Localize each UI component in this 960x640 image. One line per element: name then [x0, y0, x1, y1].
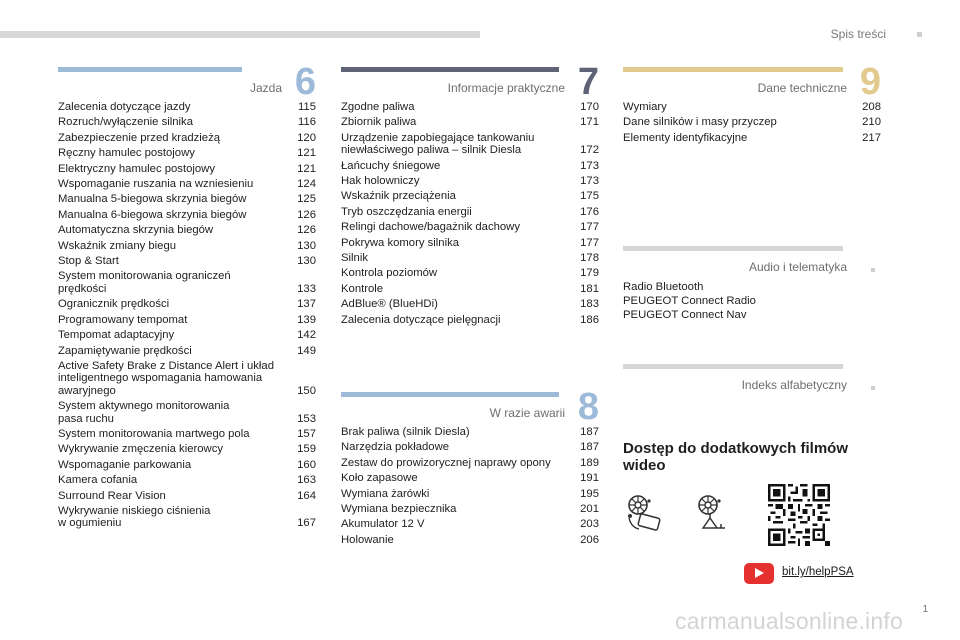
- toc-entry[interactable]: [341, 190, 599, 202]
- toc-entry-title: System aktywnego monitorowania pasa ruchu: [58, 400, 230, 425]
- toc-entry[interactable]: [58, 116, 316, 128]
- toc-entry-page: 195: [580, 487, 599, 500]
- toc-entry-title: Zgodne paliwa: [341, 101, 415, 113]
- toc-entry-title: Wskaźnik zmiany biegu: [58, 239, 177, 252]
- toc-list: [58, 101, 316, 530]
- help-link[interactable]: bit.ly/helpPSA: [782, 566, 854, 578]
- toc-entry[interactable]: [58, 428, 316, 440]
- toc-entry-title: Silnik: [341, 252, 368, 265]
- videos-title: Dostęp do dodatkowych filmów wideo: [623, 440, 849, 474]
- toc-entry-page: 163: [297, 474, 316, 487]
- toc-entry[interactable]: [341, 252, 599, 264]
- section-w-razie-awarii: [341, 386, 599, 549]
- toc-entry[interactable]: [58, 459, 316, 471]
- section-jazda: [58, 61, 316, 533]
- toc-entry[interactable]: [58, 101, 316, 113]
- toc-entry-title: Wymiana żarówki: [341, 487, 430, 500]
- toc-entry-page: 126: [297, 224, 316, 237]
- toc-entry-page: 126: [297, 208, 316, 221]
- toc-entry-title: Wskaźnik przeciążenia: [341, 190, 456, 203]
- toc-entry-title: Wymiana bezpiecznika: [341, 503, 457, 516]
- toc-entry-page: 173: [580, 175, 599, 188]
- section-header: [341, 386, 599, 428]
- toc-entry[interactable]: [341, 206, 599, 218]
- section-color-bar: [341, 392, 559, 397]
- section-number: 6: [294, 61, 316, 103]
- toc-entry[interactable]: [58, 209, 316, 221]
- section-number: 7: [577, 61, 599, 103]
- toc-entry[interactable]: [341, 441, 599, 453]
- toc-entry-title: Tryb oszczędzania energii: [341, 205, 472, 218]
- toc-entry-page: 130: [297, 239, 316, 252]
- toc-entry-title: Rozruch/wyłączenie silnika: [58, 116, 193, 129]
- toc-entry-title: Ogranicznik prędkości: [58, 298, 170, 311]
- toc-entry[interactable]: [58, 224, 316, 236]
- toc-entry-page: 177: [580, 236, 599, 249]
- toc-entry-title: Automatyczna skrzynia biegów: [58, 224, 214, 237]
- toc-entry-page: 137: [297, 298, 316, 311]
- toc-entry[interactable]: [58, 163, 316, 175]
- toc-entry-title: Surround Rear Vision: [58, 489, 166, 502]
- toc-entry-page: 181: [580, 282, 599, 295]
- section-header: [623, 61, 881, 103]
- toc-entry[interactable]: [341, 534, 599, 546]
- toc-entry-page: 133: [297, 282, 316, 295]
- toc-entry[interactable]: [623, 101, 881, 113]
- section-color-bar: [341, 67, 559, 72]
- section-marker: [871, 268, 875, 272]
- section-color-bar: [623, 364, 843, 369]
- toc-entry-page: 210: [862, 116, 881, 129]
- toc-entry-title: Zbiornik paliwa: [341, 116, 417, 129]
- toc-entry-page: 160: [297, 458, 316, 471]
- toc-entry-title: System monitorowania ograniczeń prędkości: [58, 270, 231, 295]
- toc-entry[interactable]: [341, 267, 599, 279]
- toc-entry-page: 186: [580, 313, 599, 326]
- toc-entry[interactable]: [58, 132, 316, 144]
- toc-entry[interactable]: [623, 132, 881, 144]
- toc-entry-page: 120: [297, 131, 316, 144]
- section-title: Audio i telematyka: [748, 260, 847, 274]
- toc-entry[interactable]: [341, 175, 599, 187]
- toc-entry[interactable]: [341, 116, 599, 128]
- toc-entry[interactable]: [58, 270, 316, 295]
- page-number: 1: [922, 604, 928, 615]
- toc-entry[interactable]: [58, 474, 316, 486]
- toc-entry-page: 116: [297, 116, 316, 129]
- toc-entry-page: 178: [580, 252, 599, 265]
- toc-entry-title: Narzędzia pokładowe: [341, 441, 450, 454]
- toc-entry-page: 173: [580, 159, 599, 172]
- toc-entry-page: 217: [862, 131, 881, 144]
- section-title: Indeks alfabetyczny: [741, 378, 847, 392]
- qr-code-icon[interactable]: [768, 484, 830, 546]
- toc-entry-title: Holowanie: [341, 533, 394, 546]
- toc-entry-page: 172: [580, 144, 599, 157]
- toc-entry[interactable]: [58, 147, 316, 159]
- toc-entry[interactable]: [623, 116, 881, 128]
- toc-entry-page: 179: [580, 267, 599, 280]
- toc-entry-title: Zapamiętywanie prędkości: [58, 344, 192, 357]
- list-item[interactable]: PEUGEOT Connect Radio: [623, 295, 756, 307]
- wheel-jack-icon[interactable]: [695, 494, 733, 534]
- toc-entry[interactable]: [58, 193, 316, 205]
- toc-entry-title: Urządzenie zapobiegające tankowaniu niewłaściwego paliwa – silnik Diesla: [341, 131, 535, 157]
- section-audio-telematyka: [623, 246, 881, 322]
- toc-entry-title: Manualna 5-biegowa skrzynia biegów: [58, 193, 247, 206]
- toc-entry-title: Zalecenia dotyczące jazdy: [58, 101, 191, 113]
- toc-entry-title: Kamera cofania: [58, 474, 138, 487]
- toc-entry-page: 164: [297, 489, 316, 502]
- audio-list: [623, 280, 881, 322]
- toc-entry[interactable]: [341, 101, 599, 113]
- toc-entry-title: Wykrywanie zmęczenia kierowcy: [58, 443, 224, 456]
- toc-entry-title: Wspomaganie parkowania: [58, 458, 192, 471]
- section-color-bar: [623, 246, 843, 251]
- toc-entry-title: Hak holowniczy: [341, 175, 420, 188]
- toc-entry-page: 153: [297, 412, 316, 425]
- youtube-icon[interactable]: [744, 563, 774, 584]
- toc-entry[interactable]: [58, 360, 316, 397]
- toc-list: [623, 101, 881, 144]
- toc-entry[interactable]: [341, 132, 599, 157]
- toc-entry-title: Wykrywanie niskiego ciśnienia w ogumieniu: [58, 504, 211, 530]
- toc-entry-page: 159: [297, 443, 316, 456]
- section-dane-techniczne: [623, 61, 881, 147]
- toc-entry-page: 191: [580, 472, 599, 485]
- section-color-bar: [58, 67, 242, 72]
- toc-entry-page: 139: [297, 313, 316, 326]
- section-header: [623, 364, 881, 398]
- toc-entry[interactable]: [58, 255, 316, 267]
- header-marker: [917, 32, 922, 37]
- toc-entry-page: 189: [580, 456, 599, 469]
- toc-entry-page: 170: [580, 101, 599, 113]
- toc-entry-title: Dane silników i masy przyczep: [623, 116, 777, 129]
- toc-entry[interactable]: [58, 443, 316, 455]
- header-title: Spis treści: [830, 27, 886, 41]
- toc-entry-title: Wymiary: [623, 101, 667, 113]
- list-item[interactable]: Radio Bluetooth: [623, 281, 704, 293]
- toc-entry-title: Programowany tempomat: [58, 313, 188, 326]
- toc-entry-title: Brak paliwa (silnik Diesla): [341, 426, 470, 438]
- toc-entry-page: 125: [297, 193, 316, 206]
- toc-entry[interactable]: [341, 426, 599, 438]
- toc-entry-title: Active Safety Brake z Distance Alert i układ inteligentnego wspomagania hamowania awaryjnego: [58, 359, 274, 397]
- section-number: 9: [859, 61, 881, 103]
- toc-entry[interactable]: [341, 472, 599, 484]
- toc-entry-page: 171: [580, 116, 599, 129]
- toc-entry-title: Kontrola poziomów: [341, 267, 438, 280]
- toc-entry-page: 121: [297, 162, 316, 175]
- section-marker: [871, 386, 875, 390]
- toc-entry-title: Łańcuchy śniegowe: [341, 159, 441, 172]
- toc-entry-title: Tempomat adaptacyjny: [58, 329, 175, 342]
- toc-entry-page: 115: [297, 101, 316, 113]
- wheel-repair-kit-icon[interactable]: [625, 494, 663, 534]
- toc-entry[interactable]: [58, 345, 316, 357]
- toc-entry[interactable]: [341, 221, 599, 233]
- toc-entry[interactable]: [341, 457, 599, 469]
- section-indeks: [623, 364, 881, 398]
- toc-entry-title: Zabezpieczenie przed kradzieżą: [58, 131, 221, 144]
- toc-entry-page: 177: [580, 221, 599, 234]
- header-bar: [0, 31, 480, 38]
- toc-entry[interactable]: [341, 160, 599, 172]
- section-title: Jazda: [249, 81, 282, 95]
- toc-entry-page: 175: [580, 190, 599, 203]
- toc-entry-page: 208: [862, 101, 881, 113]
- toc-entry-page: 183: [580, 298, 599, 311]
- toc-entry-title: Pokrywa komory silnika: [341, 236, 460, 249]
- section-number: 8: [577, 386, 599, 428]
- toc-entry-page: 203: [580, 518, 599, 531]
- toc-entry[interactable]: [58, 400, 316, 425]
- section-header: [341, 61, 599, 103]
- section-title: W razie awarii: [489, 406, 565, 420]
- toc-entry-title: Elementy identyfikacyjne: [623, 131, 748, 144]
- section-header: [58, 61, 316, 103]
- toc-entry[interactable]: [58, 298, 316, 310]
- toc-entry[interactable]: [341, 518, 599, 530]
- toc-entry-title: Stop & Start: [58, 255, 119, 268]
- toc-entry-title: Ręczny hamulec postojowy: [58, 147, 195, 160]
- toc-entry-title: System monitorowania martwego pola: [58, 427, 250, 440]
- section-header: [623, 246, 881, 280]
- list-item[interactable]: PEUGEOT Connect Nav: [623, 309, 747, 321]
- toc-entry-page: 157: [297, 427, 316, 440]
- toc-entry[interactable]: [58, 314, 316, 326]
- toc-entry-title: Zestaw do prowizorycznej naprawy opony: [341, 456, 551, 469]
- toc-entry-title: Koło zapasowe: [341, 472, 418, 485]
- toc-entry-title: Elektryczny hamulec postojowy: [58, 162, 215, 175]
- toc-entry-page: 149: [297, 344, 316, 357]
- section-color-bar: [623, 67, 843, 72]
- toc-entry[interactable]: [58, 178, 316, 190]
- toc-entry-title: Wspomaganie ruszania na wzniesieniu: [58, 178, 254, 191]
- toc-entry[interactable]: [341, 298, 599, 310]
- toc-entry[interactable]: [58, 490, 316, 502]
- toc-list: [341, 101, 599, 326]
- toc-entry-page: 150: [297, 384, 316, 397]
- toc-entry-page: 124: [297, 178, 316, 191]
- toc-entry-page: 187: [580, 441, 599, 454]
- toc-entry-title: Relingi dachowe/bagażnik dachowy: [341, 221, 520, 234]
- toc-entry-page: 206: [580, 533, 599, 546]
- toc-entry-title: Kontrole: [341, 282, 384, 295]
- toc-entry-title: Zalecenia dotyczące pielęgnacji: [341, 313, 501, 326]
- toc-entry-page: 142: [297, 329, 316, 342]
- toc-entry-page: 187: [580, 426, 599, 438]
- toc-entry-title: Manualna 6-biegowa skrzynia biegów: [58, 208, 247, 221]
- toc-entry[interactable]: [58, 240, 316, 252]
- toc-entry[interactable]: [341, 503, 599, 515]
- section-title: Dane techniczne: [757, 81, 847, 95]
- toc-entry[interactable]: [341, 237, 599, 249]
- toc-entry-page: 121: [297, 147, 316, 160]
- toc-entry-page: 176: [580, 205, 599, 218]
- toc-entry[interactable]: [341, 488, 599, 500]
- toc-entry[interactable]: [341, 283, 599, 295]
- toc-entry-title: AdBlue® (BlueHDi): [341, 298, 438, 311]
- toc-list: [341, 426, 599, 546]
- toc-entry-page: 130: [297, 255, 316, 268]
- toc-entry[interactable]: [58, 505, 316, 530]
- toc-entry[interactable]: [58, 329, 316, 341]
- toc-entry-page: 167: [297, 517, 316, 530]
- section-informacje: [341, 61, 599, 329]
- toc-entry-title: Akumulator 12 V: [341, 518, 425, 531]
- toc-entry-page: 201: [580, 503, 599, 516]
- watermark: carmanualsonline.info: [675, 608, 903, 634]
- toc-entry[interactable]: [341, 314, 599, 326]
- section-title: Informacje praktyczne: [447, 81, 565, 95]
